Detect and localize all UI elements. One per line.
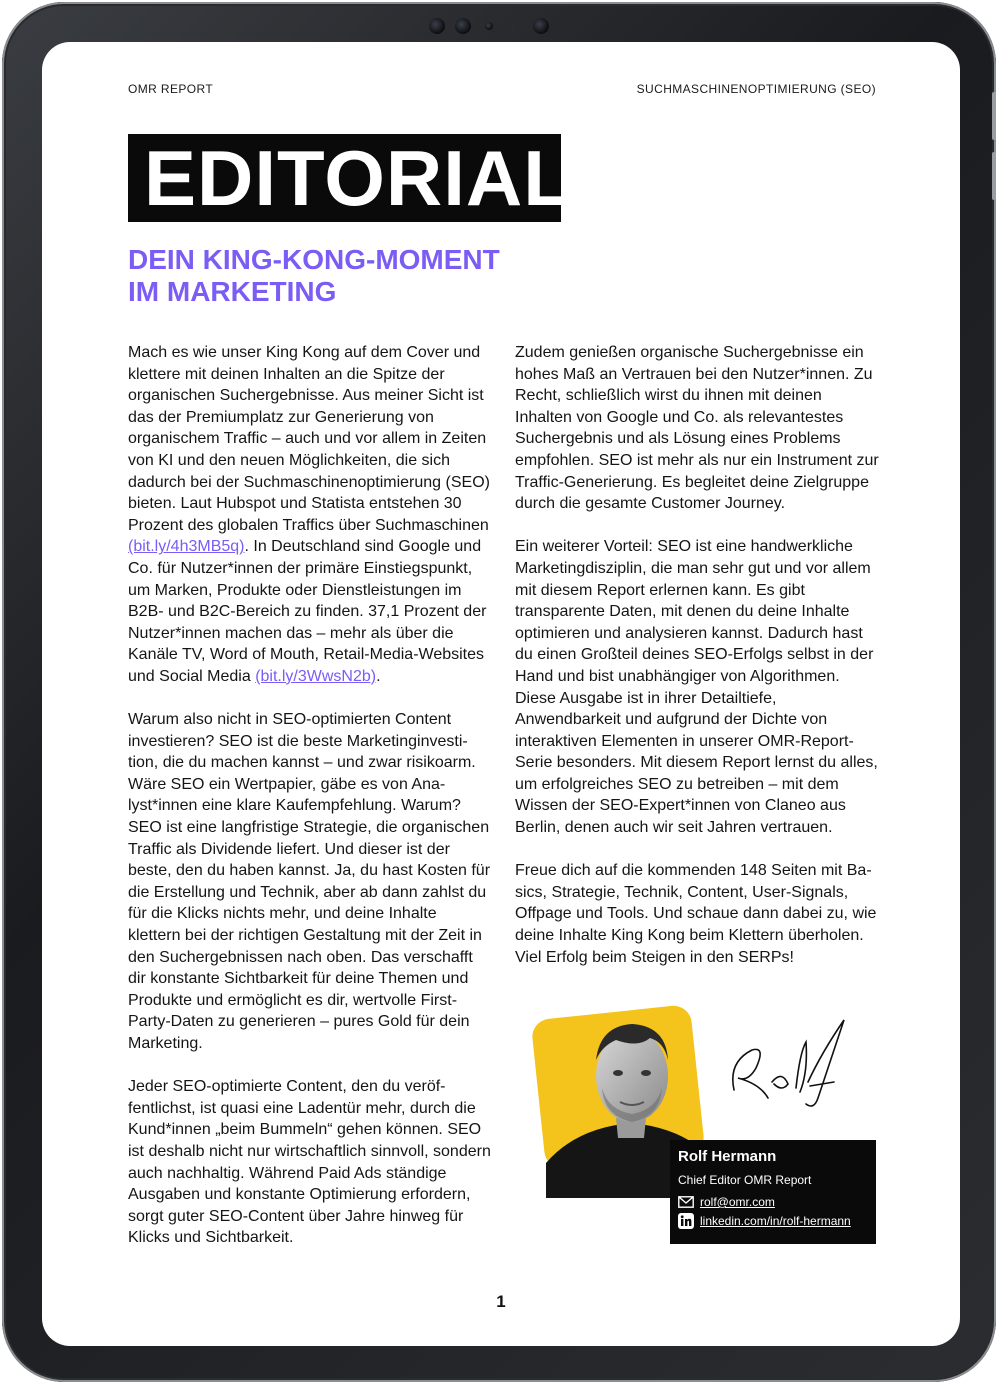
author-email-link[interactable]: rolf@omr.com	[700, 1195, 775, 1209]
subtitle	[128, 244, 568, 308]
paragraph-text: Mach es wie unser King Kong auf dem Cover und klettere mit deinen Inhalten an die Spitze der organischen Suchergebnisse. Aus meiner Sicht ist das der Premiumplatz zur Generierung von organischem Traffic – auch und vor allem in Zeiten von KI und den neuen Möglichkeiten, die sich dadurch bei der Suchmaschinenoptimierung (SEO) bieten. Laut Hubspot und Statista entstehen 30 Prozent des globalen Traffics über Suchmaschinen	[128, 344, 490, 534]
paragraph: Warum also nicht in SEO-optimierten Content investieren? SEO ist die beste Marketinginvestition, die du machen kannst – und zwar risikoarm. Wäre SEO ein Wertpapier, gäbe es von Analyst*innen eine klare Kaufempfehlung. Warum? SEO ist eine langfristige Strategie, die organischen Traffic als Dividende liefert. Und dieser ist der beste, den du haben kannst. Ja, du hast Kosten für die Erstellung und Technik, aber ab dann zahlst du für die Klicks nichts mehr, und deine Inhalte klettern bei der richtigen Gestaltung mit der Zeit in den Suchergebnissen nach oben. Das verschafft dir konstante Sichtbarkeit für deine Themen und Produkte und ermöglicht es dir, wertvolle First-Party-Daten zu generieren – pures Gold für dein Marketing.	[128, 711, 491, 1052]
report-label: OMR REPORT	[128, 82, 214, 96]
text-column-right	[515, 342, 879, 990]
camera-lens	[455, 18, 471, 34]
linkedin-icon	[678, 1213, 694, 1229]
section-label: SUCHMASCHINENOPTIMIERUNG (SEO)	[636, 82, 876, 96]
camera-lens	[533, 18, 549, 34]
author-card	[670, 1140, 876, 1244]
author-linkedin-link[interactable]: linkedin.com/in/rolf-hermann	[700, 1214, 851, 1228]
paragraph: Ein weiterer Vorteil: SEO ist eine handwerkliche Marketingdisziplin, die man sehr gut und vor allem mit diesem Report erlernen kann. Es gibt transparente Daten, mit denen du deine Inhalte optimieren und analysieren kannst. Dadurch hast du einen Großteil deines SEO-Erfolgs selbst in der Hand und bist unabhängiger von Algorithmen. Diese Ausgabe ist in ihrer Detailtiefe, Anwendbarkeit und aufgrund der Dichte von interaktiven Elementen in unserer OMR-Report-Serie besonders. Mit diesem Report lernst du alles, um erfolgreiches SEO zu betreiben – mit dem Wissen der SEO-Expert*innen von Claneo aus Berlin, denen auch wir seit Jahren vertrauen.	[515, 538, 878, 837]
tablet-frame	[2, 2, 996, 1382]
paragraph-text: . In Deutschland sind Google und Co. für Nutzer*innen der primäre Einstiegspunkt, um Marken, Produkte oder Dienstleistungen im B2B- und B2C-Bereich zu finden. 37,1 Prozent der Nutzer*innen machen das – mehr als über die Kanäle TV, Word of Mouth, Retail-Media-Websites und Social Media	[128, 538, 487, 685]
camera-bar	[425, 14, 585, 36]
screen	[42, 42, 960, 1346]
author-role: Chief Editor OMR Report	[678, 1173, 812, 1187]
paragraph	[128, 342, 492, 688]
page-title: EDITORIAL	[128, 134, 561, 222]
paragraph: Jeder SEO-optimierte Content, den du veröffentlichst, ist quasi eine Ladentür mehr, durch die Kund*innen „beim Bummeln“ gehen können. SEO ist deshalb nicht nur wirtschaftlich sinnvoll, sondern auch nachhaltig. Während Paid Ads ständige Ausgaben und konstante Optimierung erfordern, sorgt guter SEO-Content über Jahre hinweg für Klicks und Sichtbarkeit.	[128, 1078, 491, 1247]
text-column-left	[128, 342, 492, 1271]
email-row	[678, 1195, 868, 1209]
subtitle-line: DEIN KING-KONG-MOMENT	[128, 244, 500, 275]
volume-down-button	[992, 152, 996, 200]
source-link[interactable]: (bit.ly/3WwsN2b)	[255, 667, 377, 685]
source-link[interactable]: (bit.ly/4h3MB5q)	[128, 538, 245, 556]
sensor-dot	[511, 25, 514, 28]
camera-lens	[429, 18, 445, 34]
paragraph: Freue dich auf die kommenden 148 Seiten mit Basics, Strategie, Technik, Content, User-Signals, Offpage und Tools. Und schaue dann dabei zu, wie deine Inhalte King Kong beim Klettern überholen. Viel Erfolg beim Steigen in den SERPs!	[515, 862, 877, 966]
page-number: 1	[496, 1292, 506, 1311]
volume-up-button	[992, 92, 996, 140]
signature	[722, 1012, 862, 1112]
paragraph-text: .	[376, 667, 381, 685]
linkedin-row	[678, 1213, 868, 1229]
subtitle-line: IM MARKETING	[128, 276, 337, 307]
camera-sensor	[485, 22, 493, 30]
author-name: Rolf Hermann	[678, 1148, 777, 1165]
paragraph: Zudem genießen organische Suchergebnisse ein hohes Maß an Vertrauen bei den Nutzer*innen. Zu Recht, schließlich wirst du ihnen mit deinen Inhalten von Google und Co. als relevantestes Suchergebnis und als Lösung eines Problems empfohlen. SEO ist mehr als nur ein Instrument zur Traffic-Generierung. Es begleitet deine Zielgruppe durch die gesamte Customer Journey.	[515, 344, 879, 513]
mail-icon	[678, 1196, 694, 1208]
